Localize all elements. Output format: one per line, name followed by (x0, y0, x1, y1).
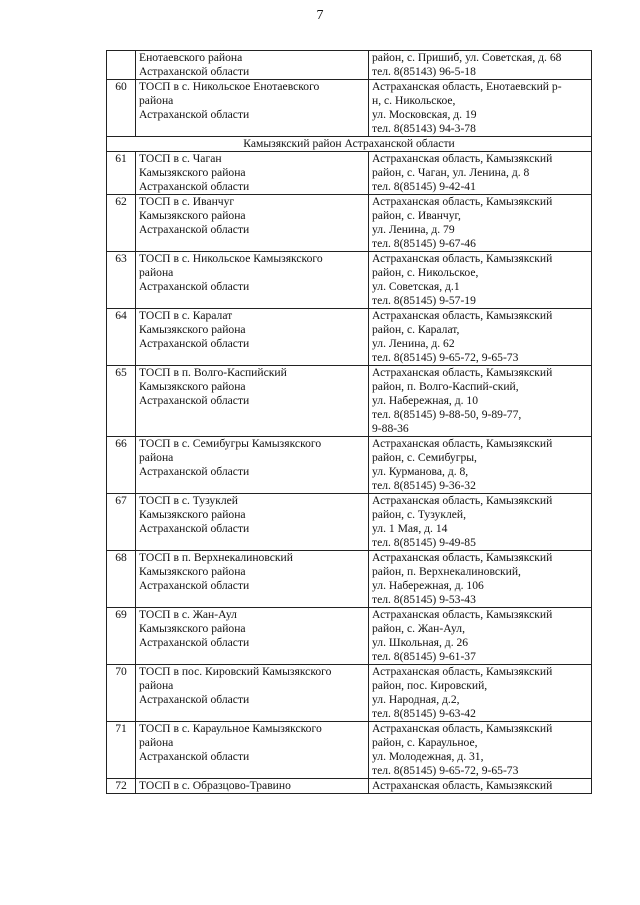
table-row (107, 665, 592, 722)
address-cell (369, 309, 592, 366)
office-name-line: Камызякского района (139, 166, 246, 179)
office-name-cell (136, 494, 369, 551)
office-name-line: Астраханской области (139, 636, 250, 649)
address-line: район, с. Каралат, (372, 323, 460, 336)
office-name-line: Камызякского района (139, 209, 246, 222)
address-line: тел. 8(85145) 9-65-72, 9-65-73 (372, 351, 519, 364)
row-number: 65 (107, 366, 136, 437)
address-line: район, с. Иванчуг, (372, 209, 461, 222)
address-cell (369, 195, 592, 252)
row-number: 63 (107, 252, 136, 309)
table-row (107, 51, 592, 80)
office-name-cell (136, 366, 369, 437)
office-name-line: ТОСП в с. Тузуклей (139, 494, 238, 507)
office-table (106, 50, 592, 794)
address-line: район, с. Жан-Аул, (372, 622, 465, 635)
row-number: 62 (107, 195, 136, 252)
address-cell (369, 152, 592, 195)
office-name-line: Астраханской области (139, 693, 250, 706)
address-cell (369, 551, 592, 608)
address-line: Астраханская область, Камызякский (372, 551, 553, 564)
section-heading: Камызякский район Астраханской области (107, 137, 592, 152)
office-name-line: Астраханской области (139, 65, 250, 78)
address-line: тел. 8(85145) 9-61-37 (372, 650, 476, 663)
address-line: тел. 8(85143) 96-5-18 (372, 65, 476, 78)
address-line: тел. 8(85145) 9-57-19 (372, 294, 476, 307)
office-name-cell (136, 80, 369, 137)
address-line: район, с. Никольское, (372, 266, 479, 279)
address-cell (369, 437, 592, 494)
row-number: 66 (107, 437, 136, 494)
office-name-line: района (139, 736, 174, 749)
office-name-line: Астраханской области (139, 579, 250, 592)
address-line: ул. Ленина, д. 62 (372, 337, 455, 350)
office-name-cell (136, 252, 369, 309)
address-cell (369, 80, 592, 137)
address-line: тел. 8(85143) 94-3-78 (372, 122, 476, 135)
office-name-line: района (139, 451, 174, 464)
office-name-line: Астраханской области (139, 180, 250, 193)
address-line: ул. Московская, д. 19 (372, 108, 477, 121)
office-name-line: Камызякского района (139, 622, 246, 635)
address-cell (369, 779, 592, 794)
office-name-cell (136, 722, 369, 779)
address-cell (369, 722, 592, 779)
address-line: тел. 8(85145) 9-63-42 (372, 707, 476, 720)
table-row (107, 252, 592, 309)
table-row (107, 551, 592, 608)
table-row (107, 722, 592, 779)
table-row (107, 366, 592, 437)
office-name-line: Астраханской области (139, 223, 250, 236)
office-name-line: Камызякского района (139, 323, 246, 336)
office-name-line: ТОСП в с. Иванчуг (139, 195, 235, 208)
address-line: ул. Советская, д.1 (372, 280, 460, 293)
row-number: 64 (107, 309, 136, 366)
address-line: тел. 8(85145) 9-42-41 (372, 180, 476, 193)
address-line: тел. 8(85145) 9-67-46 (372, 237, 476, 250)
row-number: 61 (107, 152, 136, 195)
address-cell (369, 608, 592, 665)
office-name-line: Астраханской области (139, 108, 250, 121)
row-number: 67 (107, 494, 136, 551)
address-cell (369, 366, 592, 437)
address-line: Астраханская область, Камызякский (372, 494, 553, 507)
address-line: район, с. Тузуклей, (372, 508, 466, 521)
address-line: Астраханская область, Камызякский (372, 437, 553, 450)
office-name-line: ТОСП в с. Чаган (139, 152, 222, 165)
office-name-line: ТОСП в п. Верхнекалиновский (139, 551, 293, 564)
address-line: ул. Набережная, д. 106 (372, 579, 484, 592)
address-line: тел. 8(85145) 9-88-50, 9-89-77, (372, 408, 522, 421)
address-line: район, с. Семибугры, (372, 451, 477, 464)
address-cell (369, 51, 592, 80)
table-row (107, 152, 592, 195)
address-line: Астраханская область, Камызякский (372, 779, 553, 792)
office-name-line: Астраханской области (139, 337, 250, 350)
office-name-line: района (139, 266, 174, 279)
address-line: район, с. Пришиб, ул. Советская, д. 68 (372, 51, 562, 64)
office-name-line: ТОСП в с. Никольское Камызякского (139, 252, 323, 265)
office-name-cell (136, 195, 369, 252)
office-name-line: Камызякского района (139, 565, 246, 578)
office-name-line: Камызякского района (139, 508, 246, 521)
office-name-line: Камызякского района (139, 380, 246, 393)
office-name-line: ТОСП в с. Караульное Камызякского (139, 722, 322, 735)
row-number: 70 (107, 665, 136, 722)
address-line: Астраханская область, Камызякский (372, 152, 553, 165)
office-name-line: ТОСП в пос. Кировский Камызякского (139, 665, 332, 678)
address-line: ул. 1 Мая, д. 14 (372, 522, 448, 535)
row-number: 68 (107, 551, 136, 608)
office-name-line: ТОСП в с. Каралат (139, 309, 233, 322)
office-name-cell (136, 551, 369, 608)
address-line: 9-88-36 (372, 422, 409, 435)
office-name-cell (136, 608, 369, 665)
row-number: 69 (107, 608, 136, 665)
address-line: Астраханская область, Камызякский (372, 665, 553, 678)
address-line: Астраханская область, Камызякский (372, 608, 553, 621)
office-name-line: Астраханской области (139, 465, 250, 478)
table-row (107, 779, 592, 794)
address-line: ул. Народная, д.2, (372, 693, 460, 706)
office-name-cell (136, 309, 369, 366)
address-line: Астраханская область, Камызякский (372, 366, 553, 379)
office-name-line: Астраханской области (139, 522, 250, 535)
section-row (107, 137, 592, 152)
office-name-line: ТОСП в с. Образцово-Травино (139, 779, 291, 792)
address-line: н, с. Никольское, (372, 94, 456, 107)
address-line: район, пос. Кировский, (372, 679, 488, 692)
office-name-cell (136, 437, 369, 494)
table-row (107, 494, 592, 551)
row-number: 72 (107, 779, 136, 794)
address-line: Астраханская область, Камызякский (372, 195, 553, 208)
address-line: тел. 8(85145) 9-36-32 (372, 479, 476, 492)
row-number: 60 (107, 80, 136, 137)
office-name-line: района (139, 94, 174, 107)
page-number: 7 (316, 8, 324, 23)
office-name-line: Астраханской области (139, 280, 250, 293)
address-line: Астраханская область, Енотаевский р- (372, 80, 562, 93)
address-line: район, с. Чаган, ул. Ленина, д. 8 (372, 166, 530, 179)
address-line: тел. 8(85145) 9-65-72, 9-65-73 (372, 764, 519, 777)
office-name-cell (136, 779, 369, 794)
address-line: ул. Курманова, д. 8, (372, 465, 469, 478)
office-name-line: ТОСП в с. Жан-Аул (139, 608, 237, 621)
office-name-line: Астраханской области (139, 394, 250, 407)
address-line: район, с. Караульное, (372, 736, 478, 749)
table-row (107, 437, 592, 494)
office-name-line: ТОСП в п. Волго-Каспийский (139, 366, 287, 379)
address-line: Астраханская область, Камызякский (372, 252, 553, 265)
office-name-cell (136, 152, 369, 195)
row-number (107, 51, 136, 80)
address-line: ул. Молодежная, д. 31, (372, 750, 484, 763)
address-line: Астраханская область, Камызякский (372, 722, 553, 735)
office-name-line: района (139, 679, 174, 692)
address-cell (369, 665, 592, 722)
office-name-line: Астраханской области (139, 750, 250, 763)
table-row (107, 309, 592, 366)
table-row (107, 608, 592, 665)
address-line: тел. 8(85145) 9-49-85 (372, 536, 476, 549)
table-body (107, 51, 592, 794)
address-line: район, п. Волго-Каспий-ский, (372, 380, 519, 393)
address-line: тел. 8(85145) 9-53-43 (372, 593, 476, 606)
address-line: ул. Набережная, д. 10 (372, 394, 479, 407)
office-name-cell (136, 665, 369, 722)
office-name-line: Енотаевского района (139, 51, 243, 64)
table-row (107, 80, 592, 137)
table-row (107, 195, 592, 252)
address-line: ул. Школьная, д. 26 (372, 636, 469, 649)
address-line: ул. Ленина, д. 79 (372, 223, 455, 236)
address-cell (369, 494, 592, 551)
office-name-line: ТОСП в с. Семибугры Камызякского (139, 437, 322, 450)
office-name-line: ТОСП в с. Никольское Енотаевского (139, 80, 320, 93)
address-line: Астраханская область, Камызякский (372, 309, 553, 322)
office-name-cell (136, 51, 369, 80)
address-cell (369, 252, 592, 309)
address-line: район, п. Верхнекалиновский, (372, 565, 521, 578)
row-number: 71 (107, 722, 136, 779)
